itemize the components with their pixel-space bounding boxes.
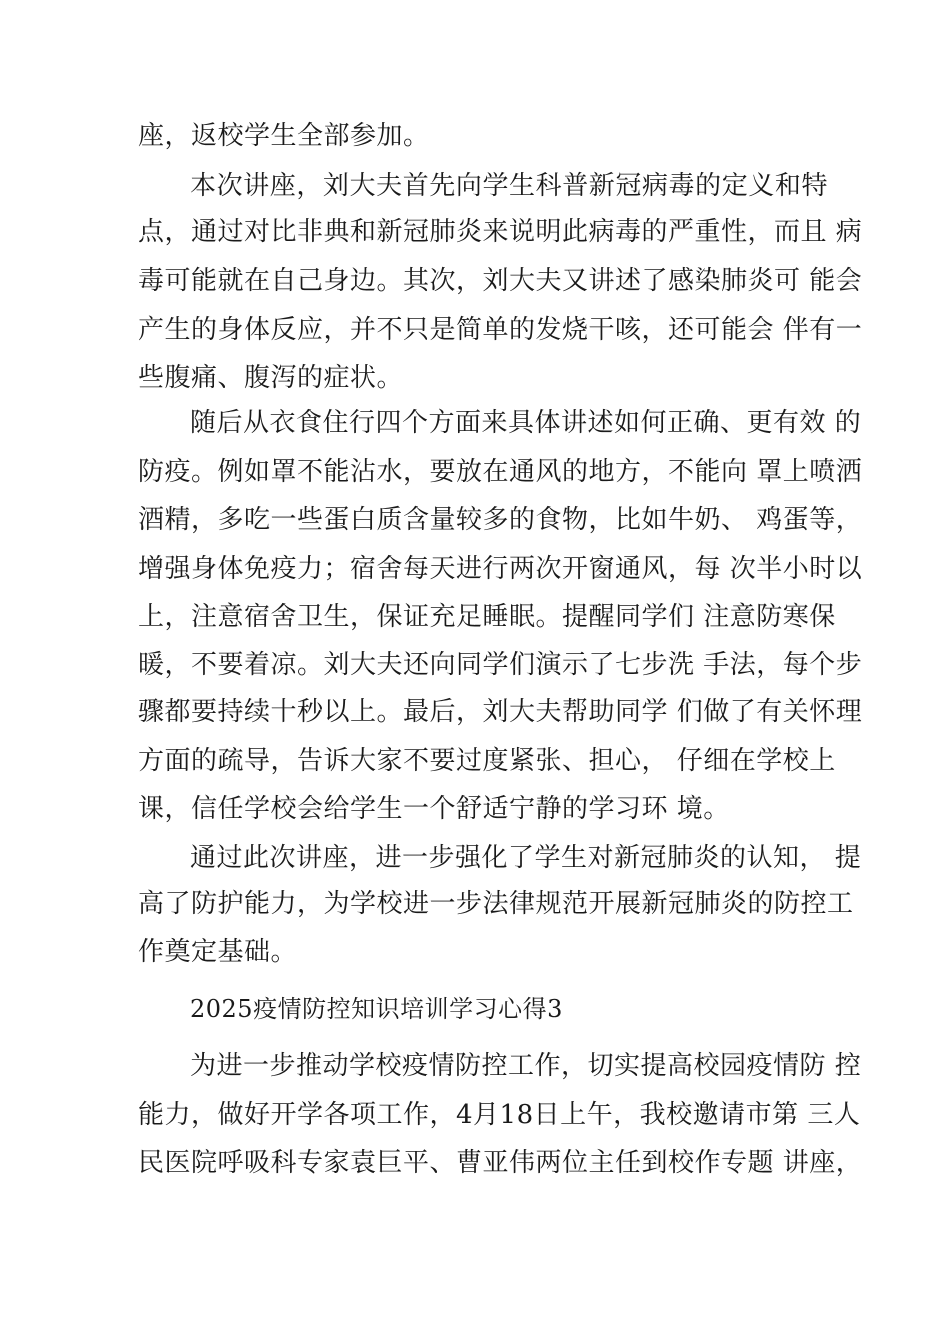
paragraph-line: 暖，不要着凉。刘大夫还向同学们演示了七步洗 手法，每个步: [138, 650, 863, 680]
paragraph-line: 酒精，多吃一些蛋白质含量较多的食物，比如牛奶、 鸡蛋等，: [138, 505, 863, 535]
paragraph-line: 为进一步推动学校疫情防控工作，切实提高校园疫情防 控: [190, 1051, 862, 1081]
paragraph-line: 课，信任学校会给学生一个舒适宁静的学习环 境。: [138, 794, 730, 824]
paragraph-line: 通过此次讲座，进一步强化了学生对新冠肺炎的认知， 提: [190, 843, 862, 873]
paragraph-line: 座，返校学生全部参加。: [138, 121, 430, 151]
paragraph-line: 骤都要持续十秒以上。最后，刘大夫帮助同学 们做了有关怀理: [138, 697, 863, 727]
paragraph-line: 民医院呼吸科专家袁巨平、曹亚伟两位主任到校作专题 讲座，: [138, 1148, 863, 1178]
paragraph-line: 本次讲座，刘大夫首先向学生科普新冠病毒的定义和特: [190, 171, 828, 201]
paragraph-line: 随后从衣食住行四个方面来具体讲述如何正确、更有效 的: [190, 408, 862, 438]
paragraph-line: 作奠定基础。: [138, 937, 298, 967]
paragraph-line: 上，注意宿舍卫生，保证充足睡眠。提醒同学们 注意防寒保: [138, 602, 836, 632]
paragraph-line: 能力，做好开学各项工作，4月18日上午，我校邀请市第 三人: [138, 1100, 861, 1130]
section-heading: 2025疫情防控知识培训学习心得3: [190, 995, 563, 1023]
paragraph-line: 产生的身体反应，并不只是简单的发烧干咳，还可能会 伴有一: [138, 315, 863, 345]
paragraph-line: 毒可能就在自己身边。其次，刘大夫又讲述了感染肺炎可 能会: [138, 266, 863, 296]
paragraph-line: 些腹痛、腹泻的症状。: [138, 363, 404, 393]
paragraph-line: 增强身体免疫力；宿舍每天进行两次开窗通风，每 次半小时以: [138, 554, 863, 584]
paragraph-line: 高了防护能力，为学校进一步法律规范开展新冠肺炎的防控工: [138, 889, 854, 919]
paragraph-line: 点，通过对比非典和新冠肺炎来说明此病毒的严重性，而且 病: [138, 217, 863, 247]
paragraph-line: 防疫。例如罩不能沾水，要放在通风的地方，不能向 罩上喷洒: [138, 457, 863, 487]
paragraph-line: 方面的疏导，告诉大家不要过度紧张、担心， 仔细在学校上: [138, 746, 836, 776]
